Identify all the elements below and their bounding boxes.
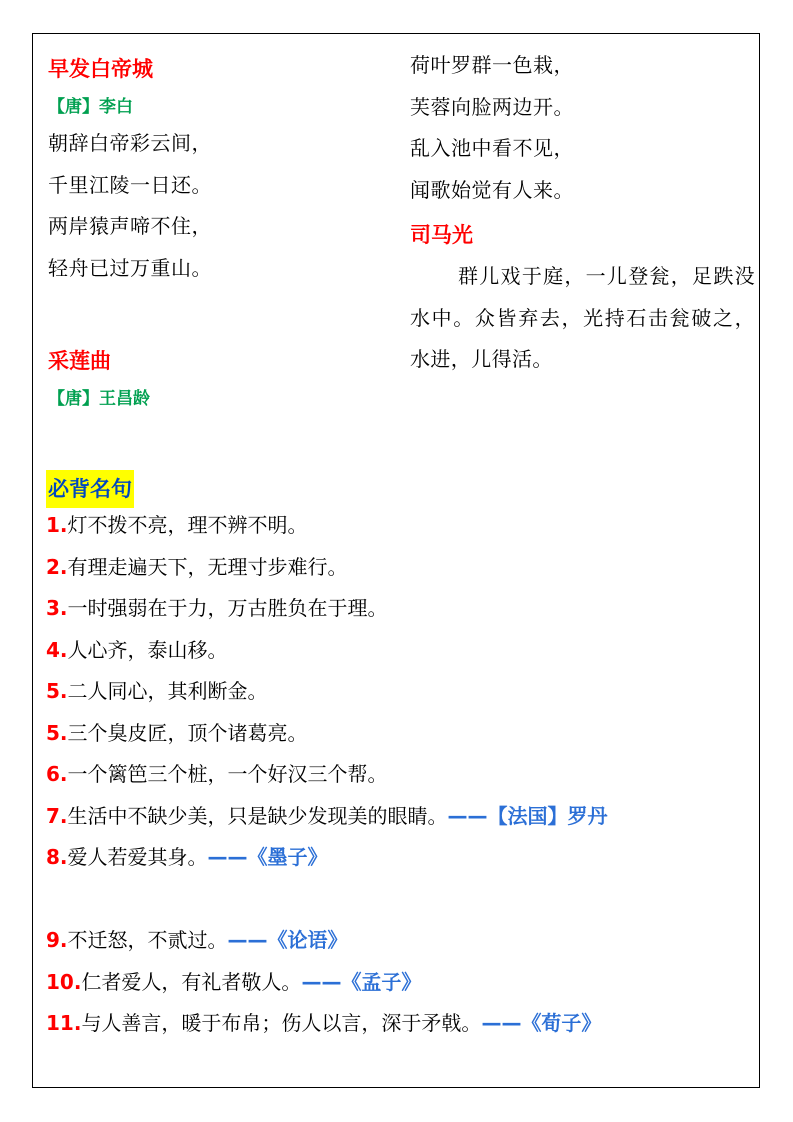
quote-number: 4.: [46, 637, 68, 662]
quote-source: ——《孟子》: [301, 969, 422, 994]
quote-source: ——《墨子》: [207, 845, 328, 869]
quote-number: 8.: [46, 845, 68, 869]
quote-text: 灯不拨不亮，理不辨不明。: [67, 513, 308, 537]
poem-title: 采莲曲: [48, 349, 111, 373]
quote-text: 有理走遍天下，无理寸步难行。: [67, 554, 348, 579]
quote-item: [46, 1010, 746, 1052]
quote-text: 爱人若爱其身。: [67, 845, 208, 869]
poem-line: 闻歌始觉有人来。: [410, 177, 574, 202]
quote-text: 人心齐，泰山移。: [67, 637, 228, 662]
poem-line: 轻舟已过万重山。: [48, 255, 212, 280]
quote-text: 三个臭皮匠，顶个诸葛亮。: [67, 720, 308, 745]
quote-number: 9.: [46, 928, 68, 952]
quotes-section: [46, 470, 746, 1052]
quote-item: [46, 637, 746, 679]
poem-line: 荷叶罗群一色栽，: [410, 53, 574, 77]
story-title: 司马光: [410, 223, 473, 247]
spacer: [46, 886, 746, 928]
quote-text: 二人同心，其利断金。: [67, 679, 268, 703]
quote-number: 2.: [46, 554, 68, 579]
quote-text: 一时强弱在于力，万古胜负在于理。: [67, 596, 388, 620]
quote-text: 仁者爱人，有礼者敬人。: [81, 969, 302, 994]
poem-line: 芙蓉向脸两边开。: [410, 94, 574, 119]
quote-text: 一个篱笆三个桩，一个好汉三个帮。: [67, 762, 388, 786]
story-text: 群儿戏于庭，一儿登瓮，足跌没水中。众皆弃去，光持石击瓮破之，水进，儿得活。: [410, 264, 755, 371]
quote-number: 11.: [46, 1011, 82, 1035]
section-heading: 必背名句: [46, 470, 134, 508]
quote-number: 6.: [46, 762, 68, 786]
poem-title: 早发白帝城: [48, 57, 153, 81]
quote-source: ——《荀子》: [481, 1011, 602, 1035]
quote-item: [46, 678, 746, 720]
quote-item: [46, 720, 746, 762]
quote-text: 生活中不缺少美，只是缺少发现美的眼睛。: [67, 803, 448, 828]
quote-item: [46, 844, 746, 886]
quote-item: [46, 761, 746, 803]
quote-source: ——《论语》: [227, 928, 348, 952]
poem-line: 朝辞白帝彩云间，: [48, 131, 212, 155]
poem-line: 乱入池中看不见，: [410, 136, 574, 160]
quote-source: ——【法国】罗丹: [447, 803, 608, 828]
quote-item: [46, 803, 746, 845]
quote-number: 5.: [46, 720, 68, 745]
right-column: [410, 52, 755, 381]
quote-text: 不迁怒，不贰过。: [67, 928, 228, 952]
quote-item: [46, 969, 746, 1011]
poem-author: 【唐】王昌龄: [48, 389, 150, 409]
spacer: [48, 296, 388, 344]
quote-item: [46, 512, 746, 554]
quote-number: 5.: [46, 679, 68, 703]
quote-number: 7.: [46, 803, 68, 828]
quote-item: [46, 927, 746, 969]
quote-text: 与人善言，暖于布帛；伤人以言，深于矛戟。: [81, 1011, 482, 1035]
quote-number: 3.: [46, 596, 68, 620]
poem-line: 千里江陵一日还。: [48, 172, 212, 197]
quote-number: 10.: [46, 969, 82, 994]
quote-item: [46, 554, 746, 596]
quote-item: [46, 595, 746, 637]
poem-author: 【唐】李白: [48, 97, 133, 117]
left-column: [48, 52, 388, 422]
poem-line: 两岸猿声啼不住，: [48, 214, 212, 238]
quote-number: 1.: [46, 513, 68, 537]
